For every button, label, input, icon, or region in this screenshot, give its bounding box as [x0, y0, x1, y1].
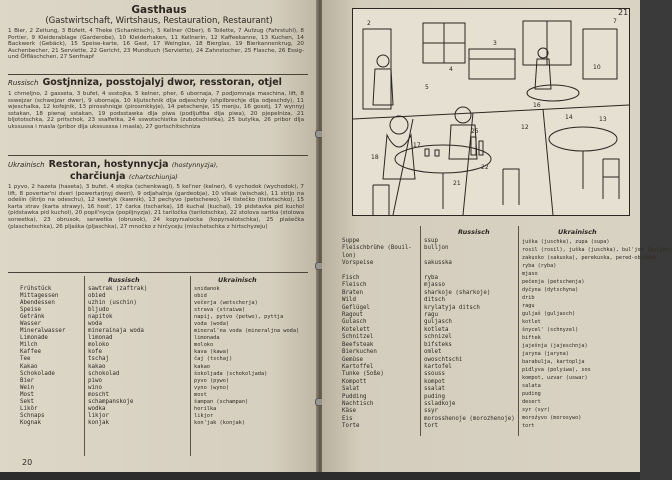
word-entry: puding [424, 393, 445, 400]
svg-text:5: 5 [425, 84, 429, 91]
word-entry: napitok [88, 314, 113, 321]
word-entry: Likör [20, 405, 38, 412]
word-entry: Kaffee [20, 349, 41, 356]
page-number: 20 [22, 458, 33, 467]
word-entry: ragu [522, 303, 535, 309]
word-entry: Kognak [20, 419, 41, 426]
word-entry: ssladkoje [424, 400, 456, 407]
word-entry: dyčyna (dytschyna) [522, 287, 579, 293]
russian-word-list [424, 238, 515, 431]
word-entry: ryba [424, 275, 438, 282]
word-entry: Schnitzel [342, 334, 374, 341]
word-entry: Most [20, 391, 34, 398]
russian-word-list [88, 286, 147, 427]
word-entry: mjaso [522, 271, 538, 277]
word-entry: minerainaja woda [88, 328, 144, 335]
column-header-russian: Russisch [458, 228, 490, 236]
word-entry: sawtrak (zaftrak) [88, 286, 148, 292]
word-entry: snidanok [194, 286, 220, 292]
word-entry: limonada [194, 335, 220, 342]
word-entry: horilka [194, 405, 217, 412]
word-entry: moscht [88, 391, 109, 398]
word-entry: lon) [342, 252, 356, 259]
word-entry: barabulja, kartoplja [522, 359, 585, 365]
word-entry: schampanskoje [88, 398, 134, 405]
word-entry: tort [424, 423, 438, 430]
word-entry: omlet [424, 349, 442, 356]
word-entry: Tunke (Soße) [342, 371, 384, 378]
column-header-ukrainian: Ukrainisch [218, 276, 257, 284]
word-entry: drib [522, 295, 535, 301]
word-entry: šnycel' (schnyzel) [522, 327, 579, 333]
word-entry: Kompott [342, 378, 367, 385]
word-entry: zakusko (sakuska), perekuska, pered-objidok [522, 255, 657, 261]
word-entry: mjasso [424, 282, 445, 289]
word-entry: kon'jak (konjak) [194, 419, 246, 426]
word-entry: schnizel [424, 334, 452, 341]
word-entry: piwo [88, 377, 102, 384]
word-entry: ssouss [424, 371, 445, 378]
word-entry: bljudo [88, 307, 109, 314]
word-entry: bulljon [424, 245, 449, 252]
word-entry: mineral'na voda (mineraljna woda) [194, 328, 300, 335]
left-page [0, 0, 318, 472]
word-entry: kompot [424, 378, 445, 385]
column-header-russian: Russisch [108, 276, 140, 284]
word-entry: krylatyja ditsch [424, 304, 480, 311]
word-entry: Eis [342, 415, 353, 422]
word-entry: Gemüse [342, 356, 363, 363]
word-entry: limonad [88, 335, 113, 342]
word-entry: Wasser [20, 321, 41, 328]
russian-heading-text: Gostjnniza, posstojalyj dwor, resstoran, otjel [42, 77, 282, 88]
word-entry: biftek [522, 335, 541, 341]
column-divider [420, 226, 421, 436]
word-entry: ragu [424, 312, 438, 319]
word-entry: kakao [88, 363, 106, 370]
word-entry: Sekt [20, 398, 34, 405]
russian-vocabulary-paragraph: 1 chmeljno, 2 gasseta, 3 bufet, 4 ssstojka, 5 kelner, pher, 6 ubornaja, 7 podjomnaja maschina, lift, 8 sswejzar (schwejzar dwer), 9 ubornaja, 10 kljutschnik dlja odjeschdy (shpilbrechje dlja odjeschdy), 11 wjeschalka, 12 kofejnik, 13 pirosshniqje (pirosmkkyje), 14 petschenje, 15 menju, 16 gosstj, 17 wynnyj sstakan, 18 piwnaj sstakan, 19 podsstawka dlja piwa (podljufiba dlja piwa), 20 pjepelniza, 21 bljototschka, 22 pritschok, 23 ssalfetka, 24 sswotschistka (zubotschistka), 25 butylka, 26 pribor dlja ukssussa i masla (pribor dlja ukssusssa i masla), 27 gortschitschniza [8, 91, 304, 130]
word-entry: Beefsteak [342, 341, 374, 348]
ukrainian-heading2-text: charčiunja [70, 171, 126, 182]
ukrainian-word-list [194, 286, 299, 427]
word-entry: moloko [194, 342, 214, 349]
word-entry: wodka [88, 405, 106, 412]
svg-text:25: 25 [471, 128, 479, 135]
right-page [322, 0, 672, 472]
ukrainian-heading-note: (hostynnyzja), [171, 161, 219, 169]
word-entry: Mittagessen [20, 293, 59, 300]
word-entry: kofe [88, 349, 102, 356]
word-entry: Geflügel [342, 304, 370, 311]
word-entry: Wein [20, 384, 34, 391]
word-entry: Nachtisch [342, 400, 374, 407]
word-entry: Kakao [20, 363, 38, 370]
word-entry: Frühstück [20, 286, 52, 292]
svg-text:3: 3 [493, 40, 497, 47]
ukrainian-heading2-note: (chartschiunja) [128, 173, 178, 181]
word-entry: Fisch [342, 275, 360, 282]
ukrainian-label: Ukrainisch [8, 161, 45, 169]
column-header-ukrainian: Ukrainisch [558, 228, 597, 236]
word-entry: desert [522, 399, 541, 405]
word-entry: sakusska [424, 260, 452, 267]
svg-text:2: 2 [367, 20, 371, 27]
word-entry: guljaš (guljasch) [522, 311, 576, 317]
word-entry: syr (syr) [522, 407, 551, 413]
word-entry: Braten [342, 289, 363, 296]
word-entry: Kartoffel [342, 363, 374, 370]
svg-text:18: 18 [371, 154, 379, 161]
word-entry: Tee [20, 356, 31, 363]
word-entry: Getränk [20, 314, 45, 321]
word-entry: Gulasch [342, 319, 367, 326]
word-entry: ryba (ryba) [522, 263, 557, 269]
word-entry: pyvo (pywo) [194, 377, 230, 384]
word-entry: likjor [194, 412, 214, 419]
word-entry: Ragout [342, 312, 363, 319]
svg-text:7: 7 [613, 18, 617, 25]
word-entry: puding [522, 391, 541, 397]
word-entry: Schokolade [20, 370, 55, 377]
word-entry: šokoljada (schokoljada) [194, 370, 268, 377]
german-word-list [342, 238, 412, 431]
svg-text:13: 13 [599, 116, 607, 123]
word-entry: Bierkuchen [342, 349, 377, 356]
word-entry: likjor [88, 412, 109, 419]
word-entry: ssalat [424, 386, 445, 393]
word-entry: uzhin (uschin) [88, 300, 137, 307]
word-entry: sharkoje (sharkoje) [424, 289, 491, 296]
word-entry: napij, pytvo (petwo), pyttja [194, 314, 284, 321]
divider [8, 155, 308, 156]
word-entry: morosshenoje (morozhenoje) [424, 415, 515, 422]
ukrainian-heading-text: Restoran, hostynnycja [48, 159, 169, 170]
word-entry: salata [522, 383, 541, 389]
word-entry: jaješnja (jajeschnja) [522, 343, 588, 349]
word-entry: Suppe [342, 238, 360, 244]
word-entry: pidlyva (polyiwa), sos [522, 367, 591, 373]
word-entry: bifsteks [424, 341, 452, 348]
word-entry: kompot, uzvar (uswar) [522, 375, 588, 381]
word-entry: Speise [20, 307, 41, 314]
word-entry: ssup [424, 238, 438, 244]
column-divider [518, 226, 519, 436]
word-entry: Wild [342, 297, 356, 304]
word-entry: kartofel [424, 363, 452, 370]
svg-text:16: 16 [533, 102, 541, 109]
word-entry: konjak [88, 419, 109, 426]
word-entry: Kotelett [342, 326, 370, 333]
word-entry [424, 268, 515, 275]
word-entry: Bier [20, 377, 34, 384]
word-entry: Limonade [20, 335, 48, 342]
word-entry: čaj (tschaj) [194, 356, 233, 363]
word-entry [424, 253, 515, 260]
svg-text:12: 12 [521, 124, 529, 131]
svg-text:21: 21 [453, 180, 461, 187]
svg-text:10: 10 [593, 64, 601, 71]
russian-section-heading [8, 77, 308, 88]
word-entry: juška (juschka), zupa (supa) [522, 239, 610, 245]
svg-text:22: 22 [481, 164, 489, 171]
word-entry: Abendessen [20, 300, 55, 307]
page-number: 21 [618, 8, 629, 17]
word-entry: moroźyvo (morosywo) [522, 415, 582, 421]
ukrainian-section-heading-2 [70, 171, 270, 182]
ukrainian-vocabulary-paragraph: 1 pyvo, 2 hazeta (haseta), 3 bufet, 4 stojka (schenkwagl), 5 kel'ner (kelner), 6 vychodok (wychodok), 7 lift, 8 povertar'ni dveri (powertarjnyj dweri), 9 odjahalnja (gardeobja), 10 vilsak (wischak), 11 strijo na odešin (štrijo na odeschu), 12 kwetyk (kawnik), 13 pechyvo (petschewo), 14 tistečko (tistetschko), 15 karta strav (karta strawy), 16 host', 17 čarka (tscharka), 18 kuchal (kuchal), 19 pidstavka pid kuchol (pidstawka pid kuchol), 20 popil'nycja (popiljnyzja), 21 tariločka (tarilotschka), 22 stolova sartka (stolowa sorwetka), 23 obrusok, serwetka (obrusok), 24 kopyrsalocka (kopyrsalotschka), 25 plašečka (plaschetschka), 26 pljaška (pljaschka), 27 mnočko z hirčyceju (mischetschka z hirtschyzeju) [8, 184, 304, 230]
word-entry: obied [88, 293, 106, 300]
word-entry: Torte [342, 423, 360, 430]
word-entry: Mineralwasser [20, 328, 66, 335]
svg-text:4: 4 [449, 66, 453, 73]
restaurant-illustration [352, 8, 630, 216]
word-entry: voda (woda) [194, 321, 230, 328]
column-divider [190, 276, 191, 456]
word-entry: rosil (rosil), juška (juschka), bul'jon (buljon) [522, 247, 672, 253]
word-entry: ditsch [424, 297, 445, 304]
word-entry: Käse [342, 408, 356, 415]
divider [8, 272, 308, 273]
german-word-list [20, 286, 65, 427]
page-subtitle: (Gastwirtschaft, Wirtshaus, Restauration, Restaurant) [45, 16, 273, 26]
word-entry: obid [194, 293, 207, 300]
word-entry: guljasch [424, 319, 452, 326]
word-entry: kotlet [522, 319, 541, 325]
word-entry: most [194, 391, 207, 398]
word-entry: jaryna (jaryna) [522, 351, 569, 357]
word-entry: Fleisch [342, 282, 367, 289]
word-entry: kava (kawa) [194, 349, 230, 356]
word-entry: Pudding [342, 393, 367, 400]
word-entry: večerja (wetscherja) [194, 300, 258, 307]
word-entry: tort [522, 423, 535, 429]
word-entry: wino [88, 384, 102, 391]
word-entry: kakao [194, 363, 210, 370]
word-entry: šampan (schampan) [194, 398, 249, 405]
word-entry: vyno (wyno) [194, 384, 230, 391]
word-entry: pečenja (petschenja) [522, 279, 585, 285]
word-entry: Milch [20, 342, 38, 349]
word-entry: tschaj [88, 356, 109, 363]
word-entry: ssyr [424, 408, 438, 415]
svg-text:17: 17 [413, 142, 421, 149]
russian-label: Russisch [8, 79, 39, 87]
restaurant-scene-drawing [353, 9, 629, 215]
german-vocabulary-paragraph: 1 Bier, 2 Zeitung, 3 Büfett, 4 Theke (Schanktisch), 5 Kellner (Ober), 6 Toilette, 7 Aufzug (Fahrstuhl), 8 Portier, 9 Kleiderablage (Garderobe), 10 Kleiderhaken, 11 Kellnerin, 12 Kaffeekanne, 13 Kuchen, 14 Backwerk (Gebäck), 15 Speise-karte, 16 Gast, 17 Weinglas, 18 Bierglas, 19 Bierkannenkrug, 20 Aschenbecher, 21 Serviette, 22 Gericht, 23 Mundtuch (Serviette), 24 Zahnstocher, 25 Flasche, 26 Essig- und Ölfläschchen, 27 Senfnapf [8, 28, 304, 61]
svg-text:14: 14 [565, 114, 573, 121]
word-entry: schokolad [88, 370, 120, 377]
word-entry: moloko [88, 342, 109, 349]
word-entry: woda [88, 321, 102, 328]
ukrainian-word-list [522, 238, 672, 430]
column-divider [84, 276, 85, 456]
word-entry [342, 268, 412, 275]
word-entry: Vorspeise [342, 260, 374, 267]
word-entry: owoschtschi [424, 356, 463, 363]
word-entry: kotleta [424, 326, 449, 333]
word-entry: Salat [342, 386, 360, 393]
page-title: Gasthaus [131, 4, 187, 16]
word-entry: strava (straiwa) [194, 307, 246, 314]
ukrainian-section-heading [8, 159, 308, 170]
word-entry: Schnaps [20, 412, 45, 419]
word-entry: Fleischbrühe (Bouil- [342, 245, 412, 252]
divider [8, 74, 308, 75]
